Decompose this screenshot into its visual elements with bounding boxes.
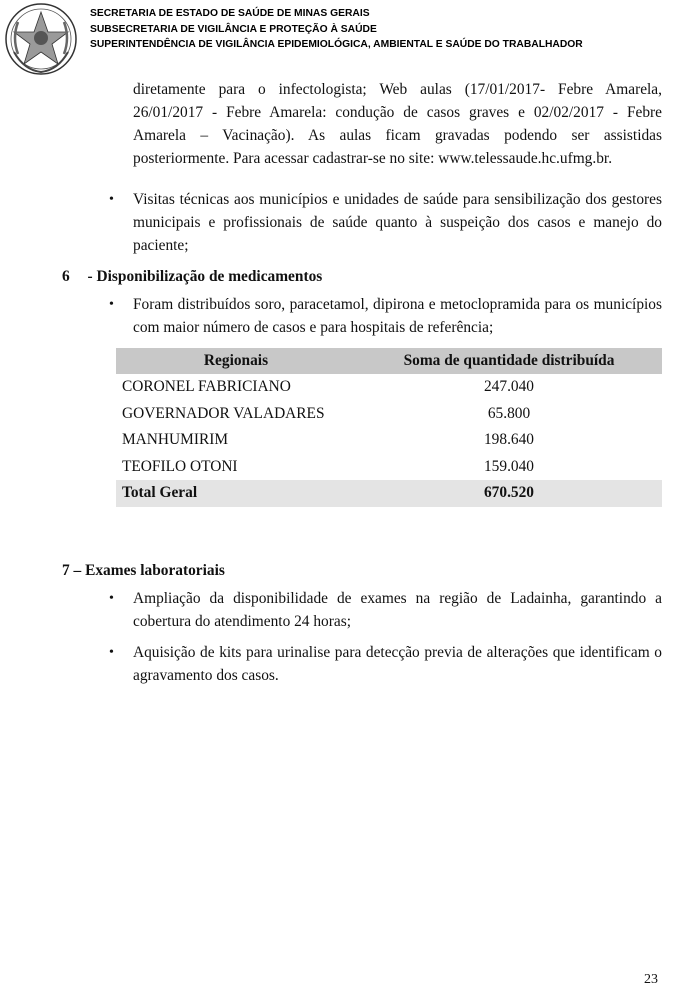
regional-cell: CORONEL FABRICIANO xyxy=(122,378,291,396)
bullet-marker: • xyxy=(109,297,114,312)
bullet-marker: • xyxy=(109,645,114,660)
table-row xyxy=(116,374,662,401)
letterhead xyxy=(90,6,583,53)
quantity-cell: 65.800 xyxy=(487,404,531,422)
section-6-title: - Disponibilização de medicamentos xyxy=(83,268,323,285)
minas-gerais-seal-icon xyxy=(4,2,78,76)
column-header-regionais: Regionais xyxy=(116,348,356,374)
bullet-marker: • xyxy=(109,591,114,606)
page-number: 23 xyxy=(644,972,658,987)
medication-bullet-text: Foram distribuídos soro, paracetamol, dipirona e metoclopramida para os municípios com maior número de casos e para hospitais de referência; xyxy=(133,296,662,336)
header-superintendencia: SUPERINTENDÊNCIA DE VIGILÂNCIA EPIDEMIOLÓGICA, AMBIENTAL E SAÚDE DO TRABALHADOR xyxy=(90,39,583,50)
section-6-number: 6 xyxy=(62,268,70,285)
table-total-row xyxy=(116,480,662,507)
column-header-quantidade: Soma de quantidade distribuída xyxy=(356,348,662,374)
lab-exams-bullet-2: Aquisição de kits para urinalise para detecção previa de alterações que identificam o agravamento dos casos. xyxy=(133,644,662,684)
lab-exams-bullet-1: Ampliação da disponibilidade de exames na região de Ladainha, garantindo a cobertura do atendimento 24 horas; xyxy=(133,590,662,630)
quantity-cell: 198.640 xyxy=(483,431,535,449)
table-row xyxy=(116,454,662,481)
bullet-marker: • xyxy=(109,192,114,207)
table-row xyxy=(116,401,662,428)
total-label-cell: Total Geral xyxy=(116,480,356,507)
regional-cell: TEOFILO OTONI xyxy=(122,457,238,475)
distribution-table xyxy=(116,348,662,507)
table-row xyxy=(116,427,662,454)
total-quantity-cell: 670.520 xyxy=(356,480,662,507)
section-7-heading: 7 – Exames laboratoriais xyxy=(62,562,225,579)
regional-cell: MANHUMIRIM xyxy=(122,431,229,449)
table-header-row xyxy=(116,348,662,374)
section-6-heading xyxy=(62,268,322,286)
quantity-cell: 247.040 xyxy=(483,378,535,396)
quantity-cell: 159.040 xyxy=(483,457,535,475)
regional-cell: GOVERNADOR VALADARES xyxy=(122,404,325,422)
intro-continuation-paragraph: diretamente para o infectologista; Web aulas (17/01/2017- Febre Amarela, 26/01/2017 - Febre Amarela: condução de casos graves e 02/02/2017 - Febre Amarela – Vacinação). As aulas ficam gravadas podendo ser assistidas posteriormente. Para acessar cadastrar-se no site: www.telessaude.hc.ufmg.br. xyxy=(133,81,662,167)
header-subsecretaria: SUBSECRETARIA DE VIGILÂNCIA E PROTEÇÃO À SAÚDE xyxy=(90,23,377,35)
visits-bullet-text: Visitas técnicas aos municípios e unidades de saúde para sensibilização dos gestores municipais e profissionais de saúde quanto à suspeição dos casos e manejo do paciente; xyxy=(133,191,662,254)
header-secretaria: SECRETARIA DE ESTADO DE SAÚDE DE MINAS GERAIS xyxy=(90,8,370,19)
